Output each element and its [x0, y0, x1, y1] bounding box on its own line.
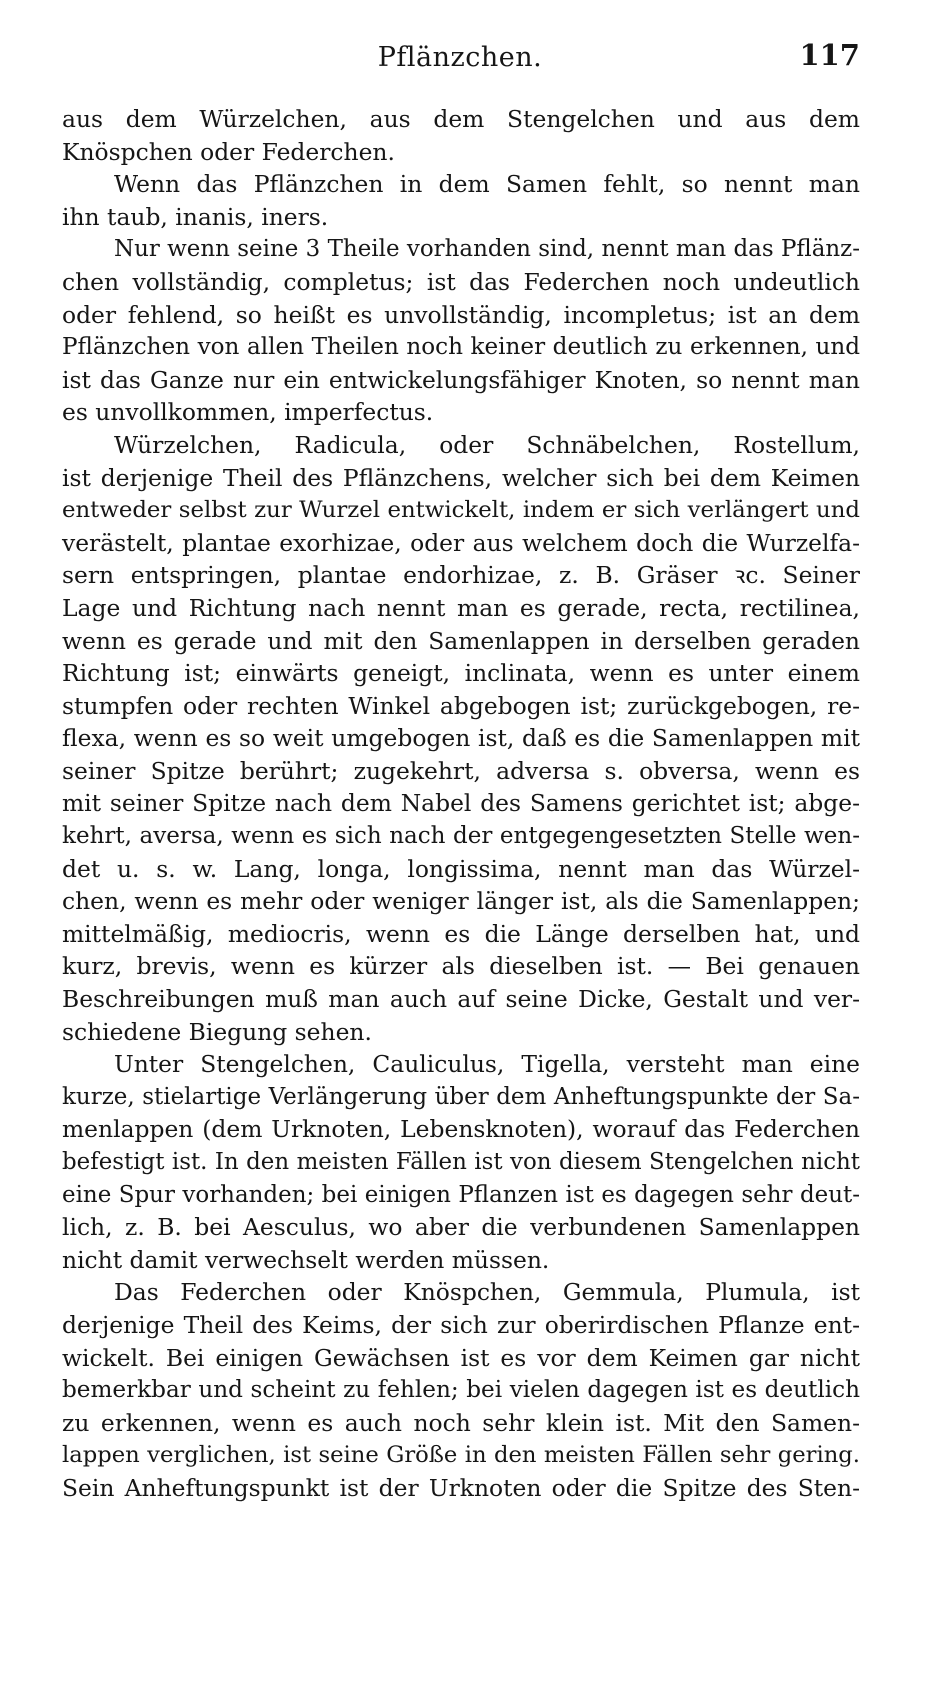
- text-line: mit seiner Spitze nach dem Nabel des Samens gerichtet ist; abge-: [62, 789, 860, 818]
- text-line: Das Federchen oder Knöspchen, Gemmula, Plumula, ist: [114, 1278, 860, 1307]
- text-line: Pflänzchen von allen Theilen noch keiner deutlich zu erkennen, und: [62, 334, 860, 361]
- text-line: lich, z. B. bei Aesculus, wo aber die verbundenen Samenlappen: [62, 1213, 860, 1242]
- text-line: schiedene Biegung sehen.: [62, 1017, 372, 1046]
- text-line: wenn es gerade und mit den Samenlappen in derselben geraden: [62, 626, 860, 655]
- text-line: Richtung ist; einwärts geneigt, inclinata, wenn es unter einem: [62, 659, 860, 688]
- text-line: flexa, wenn es so weit umgebogen ist, daß es die Samenlappen mit: [62, 724, 860, 753]
- text-line: Unter Stengelchen, Cauliculus, Tigella, versteht man eine: [114, 1050, 860, 1079]
- text-line: Nur wenn seine 3 Theile vorhanden sind, nennt man das Pflänz-: [114, 236, 860, 263]
- text-line: nicht damit verwechselt werden müssen.: [62, 1245, 550, 1274]
- text-line: zu erkennen, wenn es auch noch sehr klein ist. Mit den Samen-: [62, 1408, 860, 1437]
- text-line: lappen verglichen, ist seine Größe in den meisten Fällen sehr gering.: [62, 1442, 860, 1469]
- text-line: ist das Ganze nur ein entwickelungsfähiger Knoten, so nennt man: [62, 365, 860, 394]
- text-line: Wenn das Pflänzchen in dem Samen fehlt, so nennt man: [114, 170, 860, 199]
- text-line: stumpfen oder rechten Winkel abgebogen ist; zurückgebogen, re-: [62, 691, 860, 720]
- text-line: entweder selbst zur Wurzel entwickelt, indem er sich verlängert und: [62, 497, 860, 524]
- text-line: wickelt. Bei einigen Gewächsen ist es vor dem Keimen gar nicht: [62, 1343, 860, 1372]
- text-line: befestigt ist. In den meisten Fällen ist von diesem Stengelchen nicht: [62, 1149, 860, 1175]
- text-line: det u. s. w. Lang, longa, longissima, nennt man das Würzel-: [62, 854, 860, 883]
- body-text: [62, 103, 860, 1505]
- text-line: eine Spur vorhanden; bei einigen Pflanzen ist es dagegen sehr deut-: [62, 1181, 860, 1208]
- text-line: seiner Spitze berührt; zugekehrt, adversa s. obversa, wenn es: [62, 756, 860, 785]
- text-line: derjenige Theil des Keims, der sich zur oberirdischen Pflanze ent-: [62, 1310, 860, 1339]
- page-number: 117: [799, 38, 860, 72]
- text-line: Sein Anheftungspunkt ist der Urknoten oder die Spitze des Sten-: [62, 1473, 860, 1502]
- text-line: kehrt, aversa, wenn es sich nach der entgegengesetzten Stelle wen-: [62, 823, 860, 850]
- text-line: ist derjenige Theil des Pflänzchens, welcher sich bei dem Keimen: [62, 463, 860, 492]
- text-line: kurze, stielartige Verlängerung über dem Anheftungspunkte der Sa-: [62, 1083, 860, 1110]
- text-line: mittelmäßig, mediocris, wenn es die Länge derselben hat, und: [62, 919, 860, 948]
- page-header: [60, 38, 860, 78]
- text-line: Knöspchen oder Federchen.: [62, 137, 395, 166]
- text-line: sern entspringen, plantae endorhizae, z. B. Gräser ꝛc. Seiner: [62, 561, 860, 590]
- text-line: chen vollständig, completus; ist das Federchen noch undeutlich: [62, 267, 860, 296]
- text-line: kurz, brevis, wenn es kürzer als dieselben ist. — Bei genauen: [62, 952, 860, 981]
- text-line: Beschreibungen muß man auch auf seine Dicke, Gestalt und ver-: [62, 985, 860, 1014]
- text-line: Würzelchen, Radicula, oder Schnäbelchen, Rostellum,: [114, 430, 860, 459]
- text-line: es unvollkommen, imperfectus.: [62, 398, 434, 427]
- text-line: verästelt, plantae exorhizae, oder aus welchem doch die Wurzelfa-: [62, 528, 860, 557]
- text-line: oder fehlend, so heißt es unvollständig, incompletus; ist an dem: [62, 300, 860, 329]
- text-line: ihn taub, inanis, iners.: [62, 202, 329, 231]
- text-line: chen, wenn es mehr oder weniger länger ist, als die Samenlappen;: [62, 887, 860, 916]
- text-line: menlappen (dem Urknoten, Lebensknoten), worauf das Federchen: [62, 1115, 860, 1144]
- text-line: Lage und Richtung nach nennt man es gerade, recta, rectilinea,: [62, 593, 860, 622]
- text-line: aus dem Würzelchen, aus dem Stengelchen und aus dem: [62, 105, 860, 133]
- running-head: Pflänzchen.: [377, 42, 543, 73]
- text-line: bemerkbar und scheint zu fehlen; bei vielen dagegen ist es deutlich: [62, 1377, 860, 1404]
